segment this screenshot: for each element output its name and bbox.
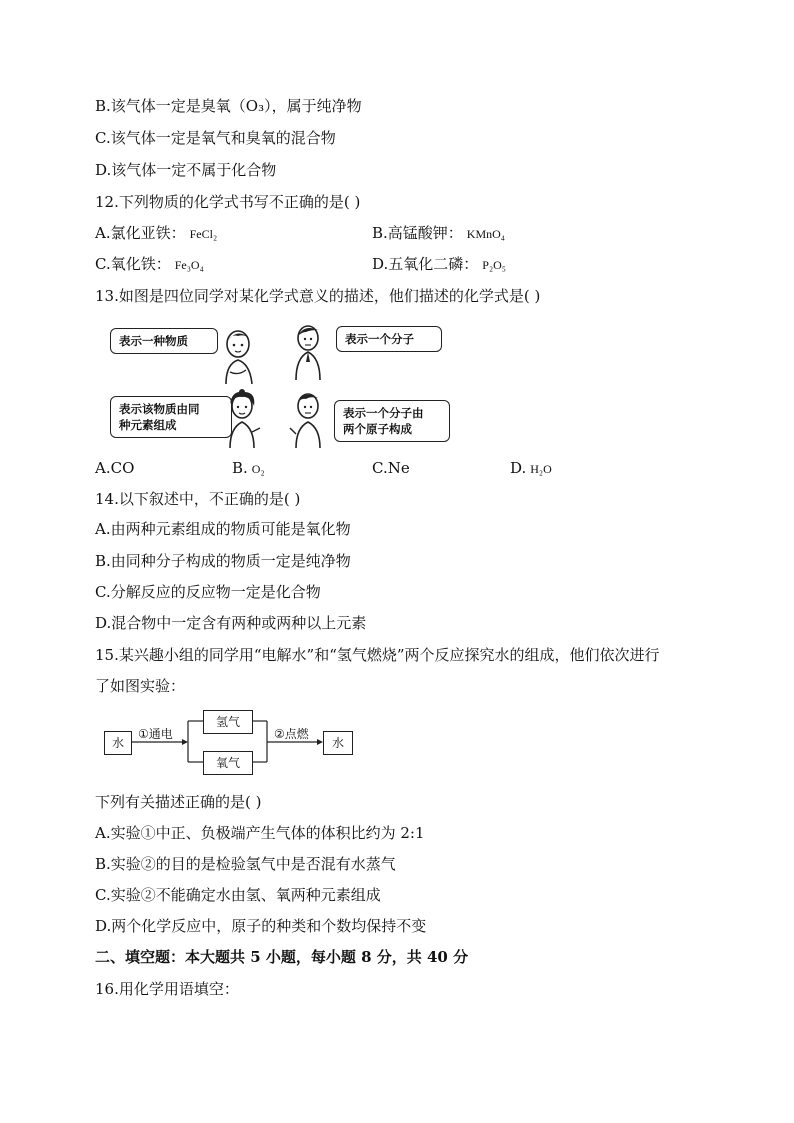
q12-option-a [95, 223, 217, 244]
bubble-bottom-right [334, 400, 450, 442]
q15-option-d: D.两个化学反应中，原子的种类和个数均保持不变 [95, 917, 427, 935]
step1-label: ①通电 [138, 727, 173, 741]
q15-option-c: C.实验②不能确定水由氢、氧两种元素组成 [95, 886, 381, 904]
q13-option-c: C.Ne [372, 459, 410, 477]
water-box-right: 水 [323, 731, 353, 755]
water-box-left: 水 [104, 731, 132, 755]
q14-option-a: A.由两种元素组成的物质可能是氧化物 [95, 520, 351, 538]
bubble-bottom-right-line1: 表示一个分子由 [343, 406, 424, 420]
q13-option-a: A.CO [95, 459, 135, 477]
q14-option-d: D.混合物中一定含有两种或两种以上元素 [95, 614, 367, 632]
q12-option-d [372, 254, 506, 275]
q12-option-a-formula: FeCl₂ [189, 227, 218, 241]
q13-figure [104, 318, 444, 450]
q12-option-b-formula: KMnO₄ [466, 227, 505, 241]
q13-option-b [232, 458, 265, 479]
student-boy-2-icon [290, 322, 326, 382]
q13-stem: 13.如图是四位同学对某化学式意义的描述，他们描述的化学式是( ) [95, 287, 541, 305]
q15-option-b: B.实验②的目的是检验氢气中是否混有水蒸气 [95, 855, 396, 873]
q12-option-a-label: A.氯化亚铁： [95, 224, 186, 242]
q15-stem-line1: 15.某兴趣小组的同学用“电解水”和“氢气燃烧”两个反应探究水的组成，他们依次进行 [95, 646, 660, 664]
q11-option-b: B.该气体一定是臭氧（O₃），属于纯净物 [95, 97, 362, 115]
q13-option-d [510, 458, 552, 479]
q11-option-c: C.该气体一定是氧气和臭氧的混合物 [95, 129, 336, 147]
q13-option-b-label: B. [232, 459, 248, 477]
q15-option-a: A.实验①中正、负极端产生气体的体积比约为 2:1 [95, 824, 425, 842]
oxygen-box: 氧气 [203, 751, 253, 775]
q13-option-d-label: D. [510, 459, 527, 477]
q12-option-b-label: B.高锰酸钾： [372, 224, 463, 242]
bubble-bottom-left-line2: 种元素组成 [119, 418, 177, 432]
q15-question: 下列有关描述正确的是( ) [95, 793, 262, 811]
bubble-bottom-left-line1: 表示该物质由同 [119, 402, 200, 416]
q13-option-d-formula: H₂O [530, 462, 552, 476]
bubble-bottom-right-line2: 两个原子构成 [343, 422, 412, 436]
q15-stem-line2: 了如图实验： [95, 677, 186, 695]
hydrogen-box: 氢气 [203, 710, 253, 734]
q12-option-c-label: C.氧化铁： [95, 255, 171, 273]
q12-option-d-label: D.五氧化二磷： [372, 255, 479, 273]
bubble-top-right [336, 326, 442, 352]
student-boy-1-icon [220, 328, 260, 386]
q12-stem: 12.下列物质的化学式书写不正确的是( ) [95, 193, 361, 211]
q12-option-c-formula: Fe₃O₄ [174, 258, 204, 272]
q11-option-d: D.该气体一定不属于化合物 [95, 161, 277, 179]
q16-stem: 16.用化学用语填空： [95, 980, 239, 998]
bubble-top-left [110, 328, 218, 354]
bubble-top-right-text: 表示一个分子 [345, 332, 414, 346]
section2-heading: 二、填空题：本大题共 5 小题，每小题 8 分，共 40 分 [95, 948, 469, 966]
q12-option-b [372, 223, 505, 244]
bubble-bottom-left [110, 396, 232, 438]
q15-figure [104, 707, 364, 775]
q13-option-b-formula: O₂ [251, 462, 265, 476]
step2-label: ②点燃 [274, 727, 309, 741]
q14-stem: 14.以下叙述中，不正确的是( ) [95, 490, 301, 508]
q12-option-d-formula: P₂O₅ [482, 258, 506, 272]
student-boy-3-icon [288, 388, 328, 450]
q14-option-b: B.由同种分子构成的物质一定是纯净物 [95, 552, 351, 570]
student-girl-icon [222, 388, 262, 450]
q14-option-c: C.分解反应的反应物一定是化合物 [95, 583, 321, 601]
bubble-top-left-text: 表示一种物质 [119, 334, 188, 348]
q12-option-c [95, 254, 204, 275]
